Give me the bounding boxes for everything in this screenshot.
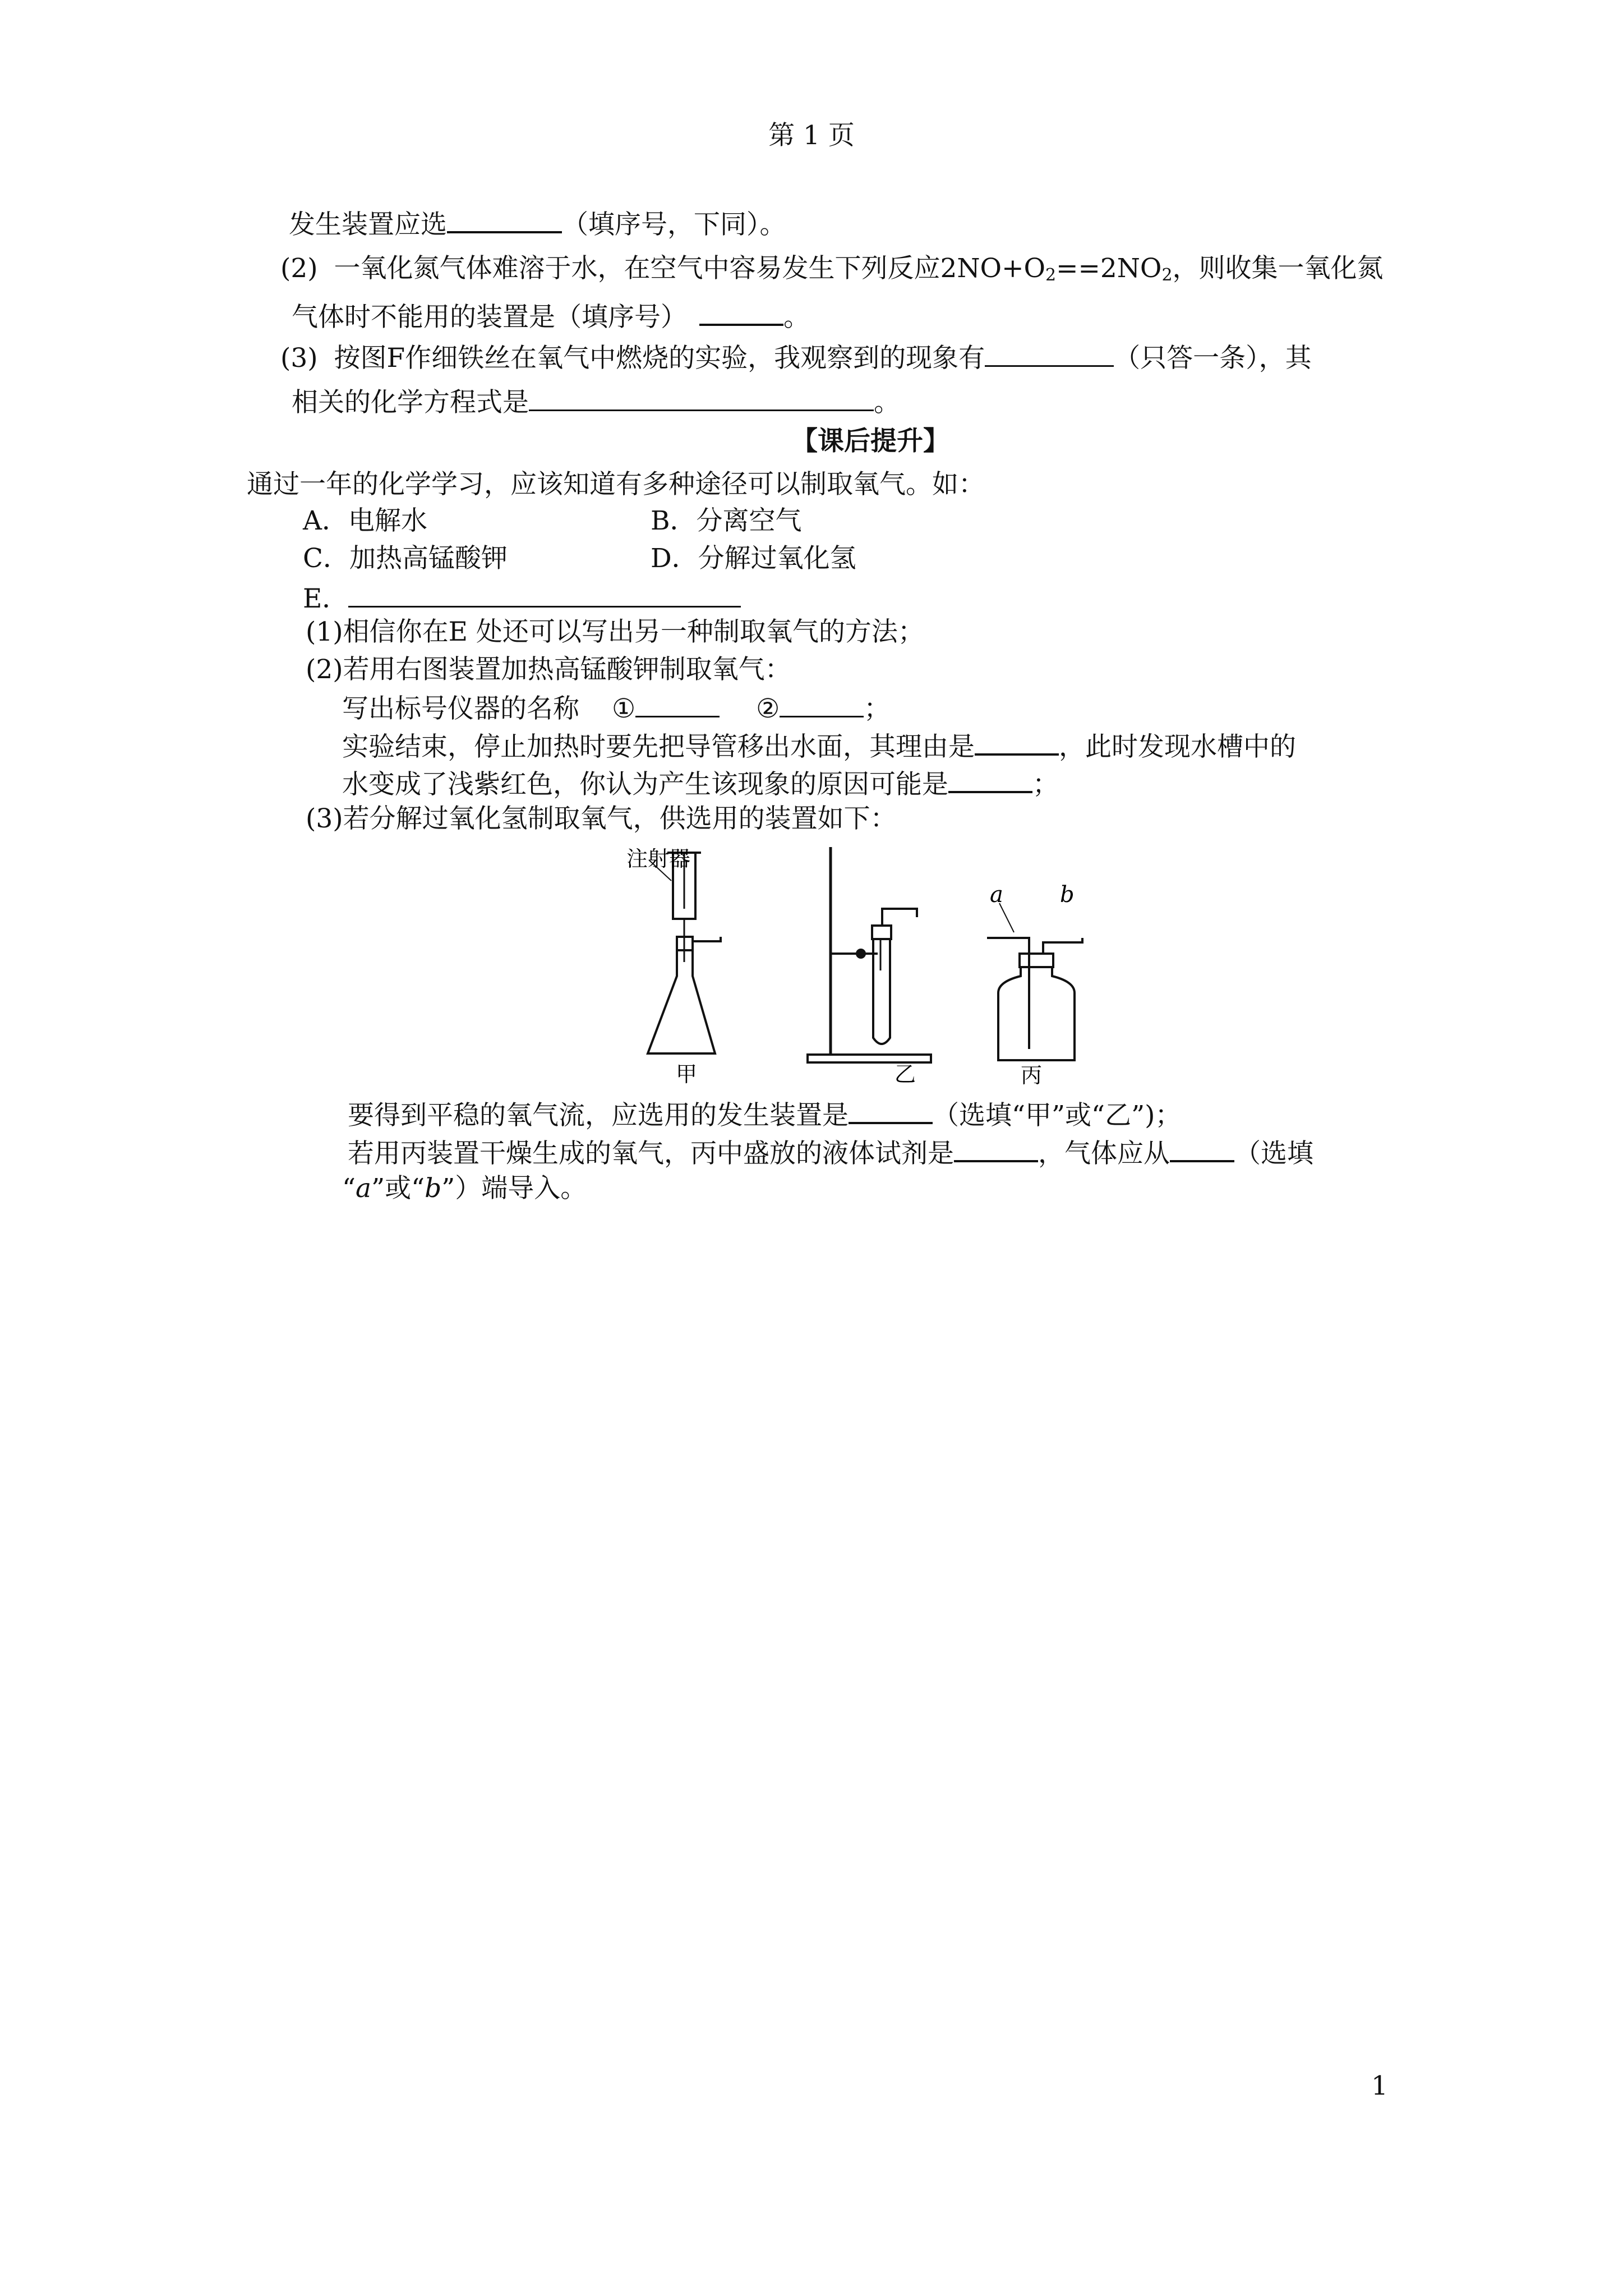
sub-question-3: (3)若分解过氧化氢制取氧气，供选用的装置如下： xyxy=(306,803,897,834)
answer-blank-reason[interactable] xyxy=(975,731,1059,756)
section-title: 【课后提升】 xyxy=(791,426,949,457)
option-a: A．电解水 xyxy=(303,505,427,536)
page-number: 1 xyxy=(1371,2070,1388,2101)
test-tube xyxy=(873,939,890,1044)
conical-flask xyxy=(648,951,715,1053)
s3c-b: ”或“ xyxy=(371,1173,425,1204)
s3b-a: 若用丙装置干燥生成的氧气，丙中盛放的液体试剂是 xyxy=(348,1138,954,1169)
s3c-italic-a: a xyxy=(356,1173,372,1204)
apparatus-bing xyxy=(987,903,1082,1060)
sub-question-1: (1)相信你在E 处还可以写出另一种制取氧气的方法； xyxy=(306,616,924,647)
answer-blank-inlet[interactable] xyxy=(1170,1138,1234,1162)
question-2-line-2 xyxy=(292,301,810,333)
s2b-a: 实验结束，停止加热时要先把导管移出水面，其理由是 xyxy=(342,731,975,762)
intro-text: 通过一年的化学学习，应该知道有多种途径可以制取氧气。如： xyxy=(247,469,985,500)
option-e-label: E． xyxy=(303,583,349,614)
tube-stopper xyxy=(872,926,891,939)
q3-line2: 相关的化学方程式是 xyxy=(292,387,529,418)
short-outlet-tube-b xyxy=(1043,938,1082,954)
s3b-b: ，气体应从 xyxy=(1038,1138,1170,1169)
apparatus-yi xyxy=(808,847,931,1062)
answer-blank-q1[interactable] xyxy=(447,209,562,233)
stand-base xyxy=(808,1055,931,1062)
option-d: D．分解过氧化氢 xyxy=(651,543,856,574)
answer-blank-cause[interactable] xyxy=(948,769,1032,793)
apparatus-figure xyxy=(614,841,939,1094)
flask-outlet-tube xyxy=(693,937,721,941)
s2a-circle-2: ② xyxy=(756,693,780,724)
q1-text: 发生装置应选 xyxy=(289,209,447,240)
q3-line2-end: 。 xyxy=(874,387,900,418)
label-jia: 甲 xyxy=(676,1062,698,1087)
clamp-screw xyxy=(857,950,865,958)
q3-line1-a: 按图F作细铁丝在氧气中燃烧的实验，我观察到的现象有 xyxy=(334,343,985,374)
q2-number: (2) xyxy=(280,253,318,284)
gas-washing-bottle xyxy=(998,967,1075,1060)
sub-question-2: (2)若用右图装置加热高锰酸钾制取氧气： xyxy=(306,654,791,685)
answer-blank-option-e[interactable] xyxy=(348,583,741,608)
q2-line2: 气体时不能用的装置是（填序号） xyxy=(292,302,687,333)
answer-blank-instrument-2[interactable] xyxy=(780,693,864,717)
s3c-a: “ xyxy=(342,1173,356,1204)
q2-line2-end: 。 xyxy=(783,302,810,333)
s2a-circle-1: ① xyxy=(612,693,636,724)
q2-line1-a: 一氧化氮气体难溶于水，在空气中容易发生下列反应2NO+O xyxy=(334,253,1046,284)
q2-sub2: 2 xyxy=(1161,265,1173,285)
question-3-line-1 xyxy=(280,343,1312,374)
answer-blank-q2[interactable] xyxy=(699,301,783,326)
sub-question-3b xyxy=(348,1138,1313,1167)
answer-blank-generator[interactable] xyxy=(849,1099,933,1124)
s3a-b: （选填“甲”或“乙”)； xyxy=(933,1100,1182,1131)
sub-question-2c xyxy=(342,769,1059,798)
sub-question-3c xyxy=(342,1175,587,1202)
option-c: C．加热高锰酸钾 xyxy=(303,543,508,574)
s2c-end: ； xyxy=(1032,769,1059,800)
s3a-a: 要得到平稳的氧气流，应选用的发生装置是 xyxy=(348,1100,849,1131)
tube-delivery-pipe xyxy=(882,909,917,926)
apparatus-jia xyxy=(648,853,721,1053)
q2-line1-b: ==2NO xyxy=(1056,253,1162,284)
option-b: B．分离空气 xyxy=(651,505,802,536)
q2-line1-c: ，则收集一氧化氮 xyxy=(1172,253,1384,284)
s2c-a: 水变成了浅紫红色，你认为产生该现象的原因可能是 xyxy=(342,769,948,800)
bottle-stopper xyxy=(1020,954,1053,967)
answer-blank-q3-phenomenon[interactable] xyxy=(985,343,1114,367)
label-yi: 乙 xyxy=(895,1062,916,1087)
q3-number: (3) xyxy=(280,343,318,374)
s3c-italic-b: b xyxy=(425,1173,442,1204)
answer-blank-instrument-1[interactable] xyxy=(635,693,720,717)
q1-after: （填序号，下同）。 xyxy=(562,209,786,240)
s2a-text: 写出标号仪器的名称 xyxy=(342,693,579,724)
page-header: 第 1 页 xyxy=(768,120,855,151)
s3b-c: （选填 xyxy=(1234,1138,1313,1169)
answer-blank-q3-equation[interactable] xyxy=(529,387,874,411)
question-1-continued xyxy=(289,209,786,238)
syringe-label: 注射器 xyxy=(626,846,691,871)
label-a: a xyxy=(990,882,1003,908)
question-2-line-1 xyxy=(280,253,1384,285)
q2-sub1: 2 xyxy=(1045,265,1057,285)
s2b-b: ，此时发现水槽中的 xyxy=(1059,731,1296,762)
label-bing: 丙 xyxy=(1021,1063,1043,1088)
sub-question-2a xyxy=(342,693,890,722)
q3-line1-b: （只答一条），其 xyxy=(1114,343,1312,374)
label-b: b xyxy=(1060,882,1075,908)
answer-blank-reagent[interactable] xyxy=(954,1138,1038,1162)
apparatus-bing-figure xyxy=(976,881,1105,1094)
sub-question-2b xyxy=(342,731,1296,760)
question-3-line-2 xyxy=(292,387,900,416)
s2a-end: ； xyxy=(864,693,891,724)
sub-question-3a xyxy=(348,1099,1181,1129)
option-e xyxy=(303,583,741,612)
s3c-c: ”）端导入。 xyxy=(441,1173,587,1204)
